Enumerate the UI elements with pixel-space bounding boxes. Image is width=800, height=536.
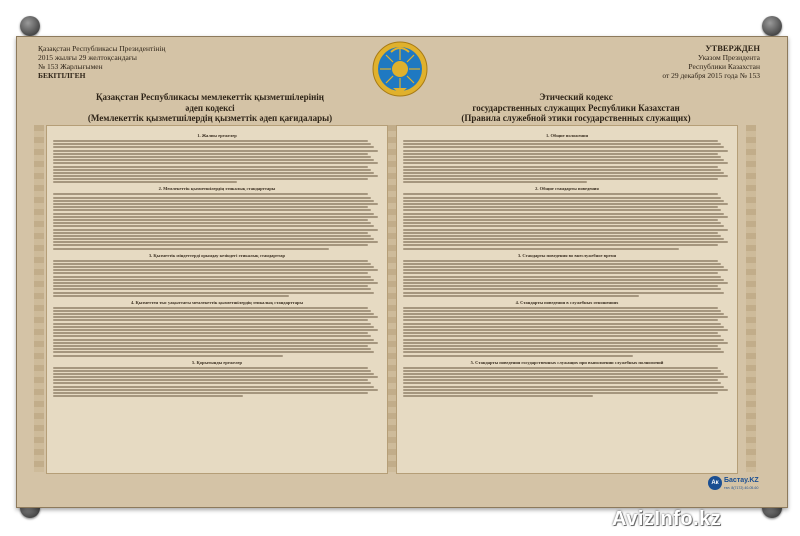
right-text-line [403,266,724,268]
header-left-line2: 2015 жылғы 29 желтоқсандағы [38,53,137,62]
right-text-line [403,146,724,148]
left-text-line [53,323,371,325]
right-text-line [403,178,718,180]
left-text-line [53,386,374,388]
right-text-line [403,216,728,218]
left-text-line [53,307,368,309]
left-text-line [53,395,243,397]
title-right-line1: Этический кодекс [539,92,613,102]
left-text-line [53,169,371,171]
left-text-line [53,348,371,350]
header-right [560,44,760,80]
ornament-strip-left [34,125,44,472]
right-text-line [403,197,721,199]
right-text-line [403,241,728,243]
right-text-line [403,150,728,152]
right-text-line [403,209,721,211]
right-text-line [403,260,718,262]
left-text-line [53,316,378,318]
left-text-line [53,351,374,353]
right-text-line [403,153,718,155]
left-text-line [53,392,368,394]
left-text-line [53,269,378,271]
left-text-line [53,172,374,174]
title-right-line3: (Правила служебной этики государственных служащих) [461,113,691,123]
right-text-line [403,169,721,171]
left-text-line [53,370,371,372]
left-text-line [53,241,378,243]
right-text-line [403,335,721,337]
left-text-line [53,140,368,142]
header-right-line4: от 29 декабря 2015 года № 153 [662,71,760,80]
right-text-line [403,282,728,284]
title-left-line3: (Мемлекеттік қызметшілердің қызметтік әдеп қағидалары) [87,113,333,123]
title-left [60,92,360,124]
right-text-line [403,263,721,265]
right-text-line [403,292,724,294]
header-right-line1: УТВЕРЖДЕН [705,43,760,53]
publisher-logo-mark: Ак [708,476,722,490]
left-text-line [53,175,378,177]
right-text-line [403,295,639,297]
screw-top-right [762,16,782,36]
left-text-line [53,266,374,268]
right-text-line [403,140,718,142]
left-section-heading: 4. Қызметтен тыс уақыттағы мемлекеттік қызметшілердің этикалық стандарттары [130,299,304,305]
left-section-heading: 5. Қорытынды ережелер [192,359,242,365]
left-text-line [53,339,374,341]
left-text-line [53,156,371,158]
left-text-line [53,206,368,208]
text-panel-kazakh-content [53,130,381,469]
right-text-line [403,156,721,158]
publisher-logo-name: Бастау.KZ [724,477,759,484]
right-text-line [403,159,724,161]
right-text-line [403,351,724,353]
right-text-line [403,213,724,215]
right-text-line [403,222,721,224]
header-left [38,44,218,80]
right-text-line [403,276,721,278]
right-text-line [403,373,724,375]
left-text-line [53,345,368,347]
right-text-line [403,288,721,290]
right-text-line [403,355,633,357]
right-text-line [403,172,724,174]
left-text-line [53,200,374,202]
site-watermark: AvizInfo.kz [612,508,722,530]
right-text-line [403,285,718,287]
right-text-line [403,370,721,372]
right-text-line [403,376,728,378]
right-section-heading: 1. Общие положения [545,133,589,138]
right-text-line [403,389,728,391]
left-text-line [53,153,368,155]
right-text-line [403,238,724,240]
left-text-line [53,216,378,218]
left-text-line [53,219,368,221]
left-text-line [53,213,374,215]
right-text-line [403,342,728,344]
right-text-line [403,203,728,205]
left-text-line [53,150,378,152]
title-right [426,92,726,124]
right-section-heading: 2. Общие стандарты поведения [535,186,599,192]
left-text-line [53,248,329,250]
right-text-line [403,232,718,234]
left-text-line [53,272,368,274]
left-text-line [53,260,368,262]
left-text-line [53,146,374,148]
right-text-line [403,206,718,208]
left-text-line [53,238,374,240]
right-text-line [403,379,718,381]
right-text-line [403,244,718,246]
right-text-line [403,367,718,369]
state-emblem-icon [371,40,429,98]
left-text-line [53,235,371,237]
text-panel-russian [396,125,738,474]
right-text-line [403,310,721,312]
text-panel-kazakh [46,125,388,474]
right-text-line [403,339,724,341]
left-text-line [53,326,374,328]
left-text-line [53,159,374,161]
left-text-line [53,382,371,384]
left-text-line [53,279,374,281]
left-text-line [53,335,371,337]
publisher-logo-phone: тел. 8(7172) 40-05-60 [724,486,759,490]
ornament-strip-right [746,125,756,472]
left-text-line [53,143,371,145]
title-right-line2: государственных служащих Республики Казахстан [472,102,680,113]
right-text-line [403,235,721,237]
left-text-line [53,225,374,227]
right-text-line [403,348,721,350]
left-text-line [53,229,378,231]
left-text-line [53,389,378,391]
right-text-line [403,225,724,227]
left-text-line [53,166,368,168]
left-text-line [53,203,378,205]
right-section-heading: 5. Стандарты поведения государственных служащих при выполнении служебных полномочий [470,359,664,365]
left-text-line [53,232,368,234]
left-text-line [53,285,368,287]
screw-top-left [20,16,40,36]
left-text-line [53,332,368,334]
header-left-line3: № 153 Жарлығымен [38,62,103,71]
left-text-line [53,181,237,183]
left-text-line [53,222,371,224]
left-text-line [53,193,368,195]
left-text-line [53,263,371,265]
left-text-line [53,178,368,180]
right-text-line [403,307,718,309]
right-text-line [403,345,718,347]
right-text-line [403,329,728,331]
right-text-line [403,143,721,145]
left-text-line [53,329,378,331]
right-text-line [403,229,728,231]
left-text-line [53,355,283,357]
right-text-line [403,181,587,183]
left-text-line [53,162,378,164]
right-text-line [403,175,728,177]
left-text-line [53,244,368,246]
right-text-line [403,392,718,394]
left-text-line [53,319,368,321]
publisher-logo [708,474,768,494]
left-text-line [53,197,371,199]
text-panel-russian-content [403,130,731,469]
header-right-line2: Указом Президента [697,53,760,62]
left-text-line [53,379,368,381]
header-left-line4: БЕКІТІЛГЕН [38,71,86,80]
right-section-heading: 4. Стандарты поведения в служебных отношениях [515,299,619,305]
right-text-line [403,219,718,221]
left-text-line [53,310,371,312]
header-right-line3: Республики Казахстан [688,62,760,71]
left-text-line [53,292,374,294]
left-text-line [53,367,368,369]
header-left-line1: Қазақстан Республикасы Президентінің [38,44,166,53]
left-section-heading: 2. Мемлекеттік қызметшілердің этикалық стандарттары [158,186,276,192]
left-text-line [53,342,378,344]
title-left-line2: әдеп кодексі [185,102,235,113]
right-text-line [403,162,728,164]
right-text-line [403,316,728,318]
right-text-line [403,382,721,384]
right-text-line [403,269,728,271]
left-text-line [53,276,371,278]
left-section-heading: 1. Жалпы ережелер [197,133,237,138]
right-text-line [403,319,718,321]
right-text-line [403,332,718,334]
left-section-heading: 3. Қызметтік міндеттерді орындау кезіндегі этикалық стандарттар [148,252,286,258]
title-left-line1: Қазақстан Республикасы мемлекеттік қызметшілерінің [96,92,324,102]
right-text-line [403,323,721,325]
right-text-line [403,386,724,388]
left-text-line [53,209,371,211]
right-text-line [403,395,593,397]
right-text-line [403,193,718,195]
right-section-heading: 3. Стандарты поведения во внеслужебное время [517,252,617,258]
left-text-line [53,282,378,284]
right-text-line [403,166,718,168]
left-text-line [53,373,374,375]
right-text-line [403,326,724,328]
left-text-line [53,313,374,315]
right-text-line [403,272,718,274]
left-text-line [53,376,378,378]
right-text-line [403,200,724,202]
left-text-line [53,288,371,290]
right-text-line [403,313,724,315]
right-text-line [403,248,679,250]
left-text-line [53,295,289,297]
right-text-line [403,279,724,281]
